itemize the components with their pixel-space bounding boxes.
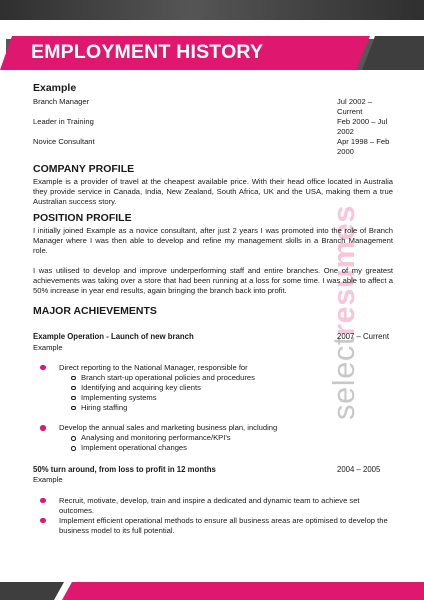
role-row: [33, 117, 393, 137]
role-dates: Apr 1998 – Feb 2000: [337, 137, 390, 157]
position-profile-paragraph: I initially joined Example as a novice consultant, after just 2 years I was promoted into the role of Branch Manager where I was then able to develop and refine my management skills in a Branch Management role.: [33, 225, 393, 256]
bullet-dot-icon: [40, 518, 46, 524]
circle-bullet-icon: [71, 446, 76, 451]
circle-bullet-icon: [71, 376, 76, 381]
circle-bullet-icon: [71, 406, 76, 411]
resume-content: [33, 82, 393, 536]
company-name: Example: [33, 82, 77, 94]
sub-list-item: Implementing systems: [33, 393, 393, 403]
section-title: EMPLOYMENT HISTORY: [31, 41, 264, 63]
list-item: Recruit, motivate, develop, train and inspire a dedicated and dynamic team to achieve set outcomes.: [33, 496, 393, 516]
position-profile-paragraph: I was utilised to develop and improve underperforming staff and entire branches. One of my greatest achievements was taking over a store that had been running at a loss for some time. I was able to affect a 50% increase in year end results, again bringing the branch back into profit.: [33, 266, 393, 296]
sub-list-item: Identifying and acquiring key clients: [33, 383, 393, 393]
achievement-header: [33, 332, 393, 342]
watermark-select-text: select: [326, 336, 361, 420]
achievement-dates: 2007 – Current: [337, 332, 390, 342]
achievement-company: Example: [33, 342, 63, 352]
top-header-strip: [0, 0, 424, 20]
sub-list-item: Hiring staffing: [33, 403, 393, 413]
bullet-dot-icon: [40, 425, 46, 431]
achievement-bullets: [33, 363, 393, 454]
role-title: Branch Manager: [33, 97, 90, 106]
sub-list-item: Implement operational changes: [33, 443, 393, 453]
company-profile-heading: COMPANY PROFILE: [33, 162, 135, 175]
achievement-title: 50% turn around, from loss to profit in 12 months: [33, 465, 216, 475]
circle-bullet-icon: [71, 386, 76, 391]
bullet-dot-icon: [40, 498, 46, 504]
achievement-header: [33, 465, 393, 475]
footer-decoration: [0, 578, 424, 600]
sub-list-item: Analysing and monitoring performance/KPI's: [33, 433, 393, 443]
role-dates: Jul 2002 – Current: [337, 97, 373, 117]
role-title: Novice Consultant: [33, 137, 95, 147]
circle-bullet-icon: [71, 396, 76, 401]
role-row: [33, 137, 393, 157]
role-dates: Feb 2000 – Jul 2002: [337, 117, 388, 137]
achievement-bullets: [33, 496, 393, 536]
role-row: [33, 97, 393, 117]
list-item: Direct reporting to the National Manager, responsible for: [33, 363, 393, 373]
bullet-dot-icon: [40, 365, 46, 371]
achievement-title: Example Operation - Launch of new branch: [33, 332, 194, 342]
list-item: Develop the annual sales and marketing business plan, including: [33, 423, 393, 433]
company-profile-text: Example is a provider of travel at the cheapest available price. With their head office located in Australia they provide service in Canada, India, New Zealand, South Africa, UK and the USA, making them a true Australian success story.: [33, 176, 393, 206]
section-banner: [0, 36, 424, 70]
sub-list-item: Branch start-up operational policies and procedures: [33, 373, 393, 383]
role-title: Leader in Training: [33, 117, 94, 127]
major-achievements-heading: MAJOR ACHIEVEMENTS: [33, 305, 157, 318]
achievement-company: Example: [33, 475, 63, 485]
circle-bullet-icon: [71, 436, 76, 441]
list-item: Implement efficient operational methods to ensure all business areas are optimised to develop the business model to its full potential.: [33, 516, 393, 536]
position-profile-heading: POSITION PROFILE: [33, 211, 132, 224]
watermark-resumes-text: resumes: [326, 204, 361, 337]
achievement-dates: 2004 – 2005: [337, 465, 381, 475]
